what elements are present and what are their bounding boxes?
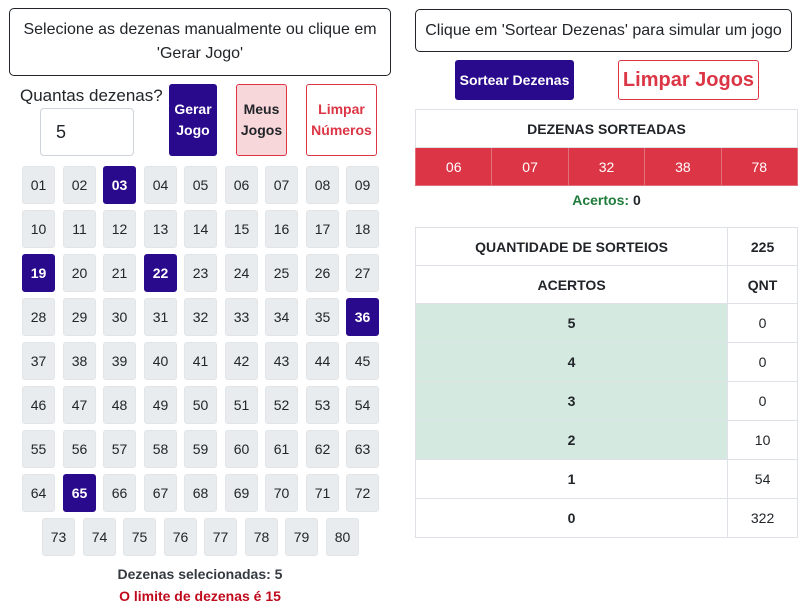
number-button-56[interactable]: 56 (63, 430, 96, 468)
drawn-number: 06 (416, 148, 492, 186)
drawn-numbers-table (415, 109, 798, 186)
hits-label: Acertos: (572, 192, 630, 208)
table-row (416, 343, 798, 382)
number-button-43[interactable]: 43 (265, 342, 298, 380)
number-button-80[interactable]: 80 (326, 518, 359, 556)
number-button-06[interactable]: 06 (225, 166, 258, 204)
number-button-70[interactable]: 70 (265, 474, 298, 512)
number-button-41[interactable]: 41 (184, 342, 217, 380)
stats-table (415, 227, 798, 538)
simulation-instruction-box (415, 9, 792, 52)
number-button-58[interactable]: 58 (144, 430, 177, 468)
number-button-72[interactable]: 72 (346, 474, 379, 512)
number-button-71[interactable]: 71 (306, 474, 339, 512)
number-button-64[interactable]: 64 (22, 474, 55, 512)
qty-cell: 54 (728, 460, 798, 499)
number-button-73[interactable]: 73 (42, 518, 75, 556)
hits-value: 0 (632, 192, 641, 208)
number-button-52[interactable]: 52 (265, 386, 298, 424)
number-button-32[interactable]: 32 (184, 298, 217, 336)
number-grid (0, 0, 400, 560)
number-button-14[interactable]: 14 (184, 210, 217, 248)
number-button-50[interactable]: 50 (184, 386, 217, 424)
qty-cell: 322 (728, 499, 798, 538)
number-button-25[interactable]: 25 (265, 254, 298, 292)
number-button-74[interactable]: 74 (83, 518, 116, 556)
hits-cell: 2 (416, 421, 728, 460)
qty-cell: 0 (728, 382, 798, 421)
number-button-45[interactable]: 45 (346, 342, 379, 380)
number-button-40[interactable]: 40 (144, 342, 177, 380)
qty-cell: 10 (728, 421, 798, 460)
number-button-10[interactable]: 10 (22, 210, 55, 248)
number-button-38[interactable]: 38 (63, 342, 96, 380)
number-button-60[interactable]: 60 (225, 430, 258, 468)
drawn-number: 32 (568, 148, 644, 186)
number-button-53[interactable]: 53 (306, 386, 339, 424)
generate-game-label-2: Jogo (176, 122, 210, 138)
number-button-13[interactable]: 13 (144, 210, 177, 248)
number-button-67[interactable]: 67 (144, 474, 177, 512)
qty-cell: 0 (728, 304, 798, 343)
number-button-59[interactable]: 59 (184, 430, 217, 468)
number-button-42[interactable]: 42 (225, 342, 258, 380)
selected-count: Dezenas selecionadas: 5 (117, 566, 283, 582)
number-button-03[interactable]: 03 (103, 166, 136, 204)
number-button-26[interactable]: 26 (306, 254, 339, 292)
my-games-label-2: Jogos (240, 122, 283, 138)
number-button-63[interactable]: 63 (346, 430, 379, 468)
draw-numbers-button[interactable]: Sortear Dezenas (455, 60, 574, 100)
number-button-17[interactable]: 17 (306, 210, 339, 248)
qty-column-header: QNT (728, 266, 798, 304)
number-button-79[interactable]: 79 (285, 518, 318, 556)
number-button-54[interactable]: 54 (346, 386, 379, 424)
table-row (416, 460, 798, 499)
number-button-49[interactable]: 49 (144, 386, 177, 424)
number-button-31[interactable]: 31 (144, 298, 177, 336)
hits-line (415, 192, 798, 208)
number-button-44[interactable]: 44 (306, 342, 339, 380)
number-button-78[interactable]: 78 (245, 518, 278, 556)
limit-warning: O limite de dezenas é 15 (119, 588, 281, 604)
number-button-47[interactable]: 47 (63, 386, 96, 424)
hits-cell: 3 (416, 382, 728, 421)
number-button-05[interactable]: 05 (184, 166, 217, 204)
number-button-51[interactable]: 51 (225, 386, 258, 424)
number-button-39[interactable]: 39 (103, 342, 136, 380)
table-row (416, 421, 798, 460)
draws-count-label: QUANTIDADE DE SORTEIOS (416, 228, 728, 266)
number-button-11[interactable]: 11 (63, 210, 96, 248)
simulation-instruction-text: Clique em 'Sortear Dezenas' para simular um jogo (425, 21, 782, 39)
number-button-65[interactable]: 65 (63, 474, 96, 512)
number-button-16[interactable]: 16 (265, 210, 298, 248)
number-button-01[interactable]: 01 (22, 166, 55, 204)
instruction-text: Selecione as dezenas manualmente ou clique em 'Gerar Jogo' (23, 21, 377, 62)
number-button-46[interactable]: 46 (22, 386, 55, 424)
hits-cell: 0 (416, 499, 728, 538)
drawn-number: 07 (492, 148, 568, 186)
number-button-15[interactable]: 15 (225, 210, 258, 248)
quantity-label: Quantas dezenas? (20, 86, 163, 105)
hits-column-header: ACERTOS (416, 266, 728, 304)
drawn-number: 78 (721, 148, 797, 186)
number-button-09[interactable]: 09 (346, 166, 379, 204)
hits-cell: 1 (416, 460, 728, 499)
hits-cell: 5 (416, 304, 728, 343)
number-button-12[interactable]: 12 (103, 210, 136, 248)
drawn-numbers-header: DEZENAS SORTEADAS (416, 110, 798, 148)
hits-cell: 4 (416, 343, 728, 382)
qty-cell: 0 (728, 343, 798, 382)
number-button-36[interactable]: 36 (346, 298, 379, 336)
number-button-62[interactable]: 62 (306, 430, 339, 468)
number-button-55[interactable]: 55 (22, 430, 55, 468)
draws-count-value: 225 (728, 228, 798, 266)
number-button-66[interactable]: 66 (103, 474, 136, 512)
my-games-label-1: Meus (243, 101, 280, 117)
generate-game-label-1: Gerar (174, 101, 212, 117)
number-button-61[interactable]: 61 (265, 430, 298, 468)
number-button-76[interactable]: 76 (164, 518, 197, 556)
number-button-20[interactable]: 20 (63, 254, 96, 292)
number-button-48[interactable]: 48 (103, 386, 136, 424)
clear-numbers-label-1: Limpar (318, 101, 365, 117)
number-button-08[interactable]: 08 (306, 166, 339, 204)
number-button-22[interactable]: 22 (144, 254, 177, 292)
table-row (416, 499, 798, 538)
number-button-07[interactable]: 07 (265, 166, 298, 204)
clear-games-button[interactable]: Limpar Jogos (618, 60, 759, 100)
number-button-29[interactable]: 29 (63, 298, 96, 336)
table-row (416, 304, 798, 343)
table-row (416, 382, 798, 421)
number-button-02[interactable]: 02 (63, 166, 96, 204)
number-button-77[interactable]: 77 (204, 518, 237, 556)
number-button-21[interactable]: 21 (103, 254, 136, 292)
number-button-35[interactable]: 35 (306, 298, 339, 336)
number-button-19[interactable]: 19 (22, 254, 55, 292)
drawn-number: 38 (645, 148, 721, 186)
number-button-33[interactable]: 33 (225, 298, 258, 336)
number-button-68[interactable]: 68 (184, 474, 217, 512)
number-button-27[interactable]: 27 (346, 254, 379, 292)
number-button-18[interactable]: 18 (346, 210, 379, 248)
number-button-75[interactable]: 75 (123, 518, 156, 556)
number-button-24[interactable]: 24 (225, 254, 258, 292)
number-button-37[interactable]: 37 (22, 342, 55, 380)
number-button-69[interactable]: 69 (225, 474, 258, 512)
number-button-30[interactable]: 30 (103, 298, 136, 336)
clear-numbers-label-2: Números (311, 122, 372, 138)
number-button-57[interactable]: 57 (103, 430, 136, 468)
number-button-23[interactable]: 23 (184, 254, 217, 292)
number-button-34[interactable]: 34 (265, 298, 298, 336)
number-button-04[interactable]: 04 (144, 166, 177, 204)
number-button-28[interactable]: 28 (22, 298, 55, 336)
